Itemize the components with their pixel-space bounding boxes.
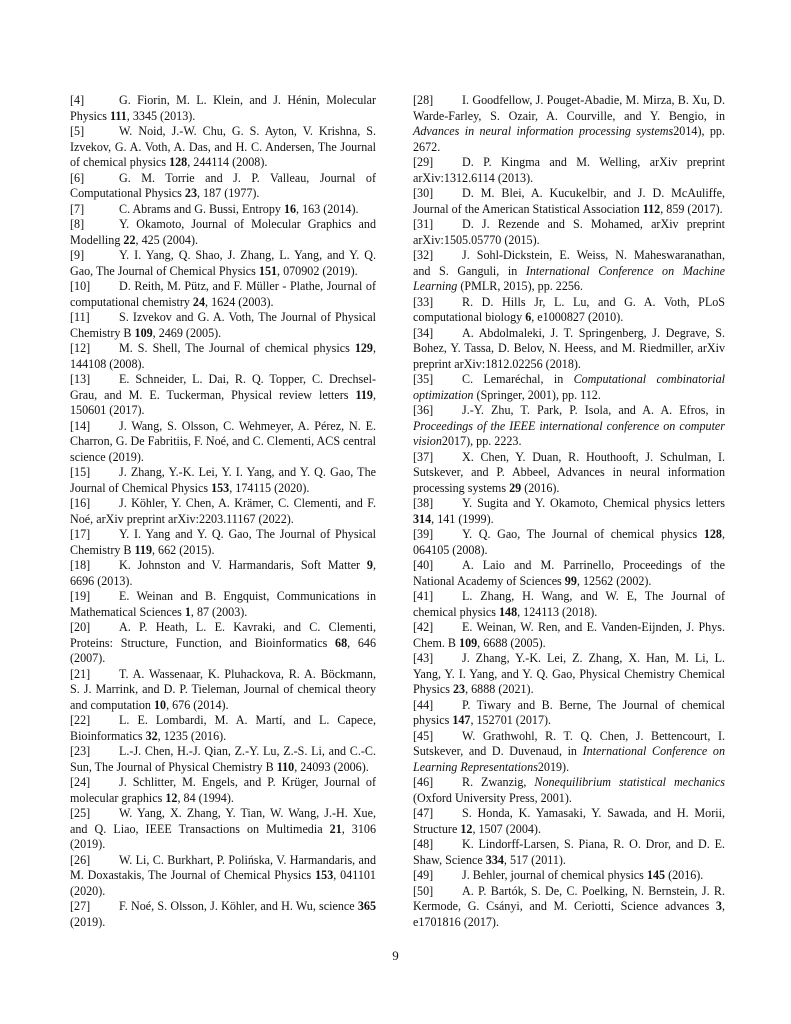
references-column-right <box>413 93 725 930</box>
reference-text: F. Noé, S. Olsson, J. Köhler, and H. Wu, science <box>119 899 358 913</box>
reference-volume: 151 <box>258 263 278 278</box>
reference-volume: 23 <box>184 186 197 200</box>
reference-text: P. Tiwary and B. Berne, The Journal of chemical physics <box>413 697 725 727</box>
reference-volume: 21 <box>329 821 342 836</box>
reference-text: , 1624 (2003). <box>205 294 274 309</box>
reference-text: J. Behler, journal of chemical physics <box>462 868 647 882</box>
reference-entry <box>70 899 376 930</box>
reference-text: J. Sohl-Dickstein, E. Weiss, N. Maheswaranathan, and S. Ganguli, in <box>413 248 725 278</box>
reference-number: [36] <box>413 403 434 417</box>
reference-text: , 87 (2003). <box>190 604 248 619</box>
reference-entry <box>70 527 376 558</box>
reference-entry <box>70 217 376 248</box>
reference-entry <box>70 589 376 620</box>
reference-volume: 68 <box>335 635 348 650</box>
reference-text: , 6888 (2021). <box>465 682 534 696</box>
reference-text: , 425 (2004). <box>135 232 198 247</box>
reference-number: [29] <box>413 155 434 169</box>
reference-title-italic: Advances in neural information processing systems <box>413 124 674 138</box>
reference-entry <box>413 186 725 217</box>
reference-text: 2017), pp. 2223. <box>441 434 522 448</box>
reference-text: Y. Q. Gao, The Journal of chemical physics <box>462 527 704 541</box>
reference-text: , 150601 (2017). <box>70 387 376 417</box>
reference-entry <box>413 217 725 248</box>
reference-text: C. Lemaréchal, in <box>462 372 574 386</box>
reference-number: [23] <box>70 744 91 758</box>
reference-text: , 174115 (2020). <box>229 480 310 495</box>
reference-text: , 187 (1977). <box>196 186 260 200</box>
reference-text: K. Johnston and V. Harmandaris, Soft Matter <box>119 558 367 572</box>
reference-volume: 3 <box>715 899 722 913</box>
reference-number: [12] <box>70 341 91 355</box>
reference-title-italic: Nonequilibrium statistical mechanics <box>534 775 725 789</box>
reference-number: [42] <box>413 620 434 634</box>
reference-number: [37] <box>413 449 434 464</box>
reference-volume: 22 <box>123 232 136 247</box>
reference-number: [14] <box>70 418 91 433</box>
reference-text: W. Yang, X. Zhang, Y. Tian, W. Wang, J.-H. Xue, and Q. Liao, IEEE Transactions on Multimedia <box>70 806 376 836</box>
reference-entry <box>413 93 725 155</box>
reference-number: [49] <box>413 868 434 882</box>
reference-entry <box>413 589 725 620</box>
reference-title-italic: Computational combinatorial optimization <box>413 372 725 402</box>
reference-text: E. Weinan and B. Engquist, Communications in Mathematical Sciences <box>70 589 376 619</box>
reference-text: J. Schlitter, M. Engels, and P. Krüger, Journal of molecular graphics <box>70 775 376 805</box>
reference-entry <box>70 419 376 466</box>
reference-text: S. Honda, K. Yamasaki, Y. Sawada, and H. Morii, Structure <box>413 806 725 836</box>
reference-number: [35] <box>413 372 434 386</box>
reference-title-italic: International Conference on Learning Representations <box>413 744 725 774</box>
reference-text: D. P. Kingma and M. Welling, arXiv preprint arXiv:1312.6114 (2013). <box>413 155 725 185</box>
reference-number: [30] <box>413 186 434 200</box>
reference-volume: 10 <box>153 697 167 712</box>
reference-entry <box>413 450 725 497</box>
reference-text: G. M. Torrie and J. P. Valleau, Journal of Computational Physics <box>70 170 376 200</box>
reference-entry <box>413 698 725 729</box>
reference-number: [19] <box>70 589 91 603</box>
reference-number: [16] <box>70 496 91 510</box>
reference-text: (2016). <box>521 480 560 495</box>
reference-text: E. Schneider, L. Dai, R. Q. Topper, C. Drechsel-Grau, and M. E. Tuckerman, Physical review letters <box>70 372 376 402</box>
reference-text: , 24093 (2006). <box>294 759 369 774</box>
reference-text: J. Zhang, Y.-K. Lei, Y. I. Yang, and Y. Q. Gao, The Journal of Chemical Physics <box>70 465 376 495</box>
reference-text: (2016). <box>665 868 704 882</box>
reference-volume: 145 <box>646 868 666 882</box>
reference-entry <box>413 372 725 403</box>
reference-volume: 110 <box>276 759 295 774</box>
reference-text: A. P. Bartók, S. De, C. Poelking, N. Bernstein, J. R. Kermode, G. Csányi, and M. Ceriotti, Science advances <box>413 883 725 913</box>
reference-text: , 12562 (2002). <box>576 573 652 588</box>
reference-volume: 24 <box>192 294 206 309</box>
reference-entry <box>70 496 376 527</box>
reference-text: , 070902 (2019). <box>277 263 358 278</box>
reference-number: [50] <box>413 883 434 898</box>
reference-text: C. Abrams and G. Bussi, Entropy <box>119 201 284 216</box>
reference-number: [34] <box>413 325 434 340</box>
reference-volume: 148 <box>498 604 518 619</box>
reference-text: , 124113 (2018). <box>517 604 598 619</box>
reference-entry <box>413 775 725 806</box>
reference-entry <box>70 620 376 667</box>
reference-number: [43] <box>413 651 434 665</box>
reference-volume: 365 <box>357 899 376 913</box>
reference-volume: 334 <box>485 852 504 867</box>
reference-entry <box>70 667 376 714</box>
reference-entry <box>70 124 376 171</box>
reference-text: , 517 (2011). <box>503 852 566 867</box>
reference-number: [17] <box>70 527 91 541</box>
reference-entry <box>70 279 376 310</box>
reference-number: [11] <box>70 310 90 324</box>
reference-text: , 141 (1999). <box>431 511 494 526</box>
reference-entry <box>413 806 725 837</box>
reference-number: [25] <box>70 806 91 820</box>
reference-text: X. Chen, Y. Duan, R. Houthooft, J. Schulman, I. Sutskever, and P. Abbeel, Advances in neural information processing systems <box>413 449 725 495</box>
reference-volume: 112 <box>642 201 661 216</box>
reference-number: [40] <box>413 558 434 572</box>
reference-entry <box>70 465 376 496</box>
reference-entry <box>70 93 376 124</box>
reference-entry <box>413 496 725 527</box>
reference-text: , 2469 (2005). <box>152 325 222 340</box>
reference-text: , 676 (2014). <box>166 697 229 712</box>
reference-text: , 662 (2015). <box>152 542 215 557</box>
reference-text: Fiorin, M. L. Klein, and J. Hénin, Molecular Physics <box>70 93 377 123</box>
reference-number: [38] <box>413 496 434 510</box>
reference-entry <box>70 372 376 419</box>
reference-text: (Springer, 2001), pp. 112. <box>473 387 601 402</box>
reference-text: , e1000827 (2010). <box>531 310 624 324</box>
reference-number: [22] <box>70 713 91 727</box>
reference-text: J. Köhler, Y. Chen, A. Krämer, C. Clementi, and F. Noé, arXiv preprint arXiv:2203.11167 (2022). <box>70 496 376 526</box>
reference-number: [33] <box>413 294 434 309</box>
reference-number: [20] <box>70 620 91 634</box>
reference-entry <box>70 341 376 372</box>
reference-number: [47] <box>413 806 434 820</box>
reference-text: , 144108 (2008). <box>70 341 376 371</box>
reference-text: (PMLR, 2015), pp. 2256. <box>457 279 584 293</box>
reference-text: A. Abdolmaleki, J. T. Springenberg, J. Degrave, S. Bohez, Y. Tassa, D. Belov, N. Heess, and M. Riedmiller, arXiv preprint arXiv:1812.02256 (2018). <box>413 325 725 371</box>
reference-volume: 314 <box>413 511 432 526</box>
references-column-left <box>70 93 376 930</box>
reference-number: [15] <box>70 465 91 479</box>
reference-entry <box>413 326 725 373</box>
reference-text: Y. Sugita and Y. Okamoto, Chemical physics letters <box>462 496 725 510</box>
reference-number: [27] <box>70 899 91 913</box>
reference-title-italic: Proceedings of the IEEE international conference on computer vision <box>413 418 725 448</box>
reference-entry <box>70 853 376 900</box>
reference-number: [26] <box>70 852 91 867</box>
reference-number: [10] <box>70 279 91 293</box>
reference-volume: 153 <box>211 480 230 495</box>
reference-text: , 152701 (2017). <box>470 713 552 727</box>
reference-number: [45] <box>413 728 434 743</box>
reference-text: W. Noid, J.-W. Chu, G. S. Ayton, V. Krishna, S. Izvekov, G. A. Voth, A. Das, and H. C. Andersen, The Journal of chemical physics <box>70 124 376 169</box>
reference-entry <box>70 806 376 853</box>
reference-entry <box>413 868 725 884</box>
reference-volume: 6 <box>525 310 532 324</box>
reference-text: , 244114 (2008). <box>187 155 268 169</box>
reference-number: [13] <box>70 372 91 386</box>
reference-volume: 147 <box>452 713 471 727</box>
reference-number: [32] <box>413 248 434 262</box>
reference-volume: 109 <box>459 635 478 650</box>
reference-text: 2014), pp. 2672. <box>413 124 725 154</box>
reference-volume: 119 <box>355 387 373 402</box>
reference-text: A. Laio and M. Parrinello, Proceedings of the National Academy of Sciences <box>413 558 725 588</box>
reference-text: L.-J. Chen, H.-J. Qian, Z.-Y. Lu, Z.-S. Li, and C.-C. Sun, The Journal of Physical Chemistry B <box>70 744 376 774</box>
reference-volume: 12 <box>165 790 178 805</box>
reference-volume: 16 <box>283 201 297 216</box>
reference-text: (2019). <box>70 914 106 929</box>
reference-text: M. S. Shell, The Journal of chemical physics <box>119 341 355 355</box>
reference-entry <box>413 295 725 326</box>
reference-volume: 1 <box>184 604 191 619</box>
reference-text: , 859 (2017). <box>660 201 723 216</box>
reference-entry <box>413 729 725 776</box>
reference-text: L. Zhang, H. Wang, and W. E, The Journal of chemical physics <box>413 589 725 619</box>
reference-number: [5] <box>70 124 85 138</box>
reference-text: D. Reith, M. Pütz, and F. Müller - Plathe, Journal of computational chemistry <box>70 279 376 309</box>
reference-text: J. Wang, S. Olsson, C. Wehmeyer, A. Pérez, N. E. Charron, G. De Fabritiis, F. Noé, and C. Clementi, ACS central science (2019). <box>70 418 376 464</box>
reference-number: [28] <box>413 93 434 107</box>
reference-number: [4] <box>70 93 85 107</box>
reference-entry <box>70 248 376 279</box>
reference-text: S. Izvekov and G. A. Voth, The Journal of Physical Chemistry B <box>70 310 376 340</box>
reference-text: R. Zwanzig, <box>462 775 535 789</box>
reference-entry <box>70 310 376 341</box>
reference-text: K. Lindorff-Larsen, S. Piana, R. O. Dror, and D. E. Shaw, Science <box>413 837 725 867</box>
reference-text: , 6688 (2005). <box>477 635 546 650</box>
reference-text: , 041101 (2020). <box>70 868 376 898</box>
reference-number: [7] <box>70 201 85 216</box>
reference-volume: 109 <box>134 325 153 340</box>
reference-text: , 3106 (2019). <box>70 821 376 851</box>
reference-number: [9] <box>70 248 85 262</box>
reference-volume: 23 <box>452 682 466 696</box>
reference-text: Y. Okamoto, Journal of Molecular Graphics and Modelling <box>70 217 376 247</box>
reference-entry <box>413 155 725 186</box>
reference-volume: 153 <box>315 868 334 882</box>
reference-text: (Oxford University Press, 2001). <box>413 790 572 805</box>
reference-text: , 1235 (2016). <box>157 728 227 743</box>
reference-text: W. Grathwohl, R. T. Q. Chen, J. Bettencourt, I. Sutskever, and D. Duvenaud, in <box>413 728 725 758</box>
reference-number: [21] <box>70 666 91 681</box>
reference-entry <box>413 527 725 558</box>
reference-text: , e1701816 (2017). <box>413 899 725 929</box>
reference-number: [18] <box>70 558 91 572</box>
reference-text: I. Goodfellow, J. Pouget-Abadie, M. Mirza, B. Xu, D. Warde-Farley, S. Ozair, A. Courville, and Y. Bengio, in <box>413 93 725 123</box>
reference-entry <box>413 837 725 868</box>
reference-text: J.-Y. Zhu, T. Park, P. Isola, and A. A. Efros, in <box>462 403 725 417</box>
reference-volume: 111 <box>109 108 127 123</box>
reference-text: T. A. Wassenaar, K. Pluhackova, R. A. Böckmann, S. J. Marrink, and D. P. Tieleman, Journal of chemical theory and computation <box>70 666 376 712</box>
reference-text: Y. I. Yang and Y. Q. Gao, The Journal of Physical Chemistry B <box>70 527 376 557</box>
reference-text: W. Li, C. Burkhart, P. Polińska, V. Harmandaris, and M. Doxastakis, The Journal of Chemical Physics <box>70 852 376 882</box>
reference-number: [31] <box>413 217 434 231</box>
reference-volume: 29 <box>509 480 522 495</box>
reference-title-italic: International Conference on Machine Learning <box>413 263 726 293</box>
reference-volume: 9 <box>366 558 373 572</box>
reference-text: G. <box>119 93 138 107</box>
reference-text: , 6696 (2013). <box>70 558 376 588</box>
reference-volume: 128 <box>169 155 188 169</box>
reference-entry <box>70 558 376 589</box>
reference-text: , 1507 (2004). <box>472 821 541 836</box>
reference-text: , 646 (2007). <box>70 635 376 665</box>
reference-entry <box>70 713 376 744</box>
reference-entry <box>70 202 376 218</box>
reference-number: [41] <box>413 589 434 603</box>
reference-text: D. J. Rezende and S. Mohamed, arXiv preprint arXiv:1505.05770 (2015). <box>413 217 725 247</box>
reference-text: A. P. Heath, L. E. Kavraki, and C. Clementi, Proteins: Structure, Function, and Bioinformatics <box>70 620 376 650</box>
reference-text: E. Weinan, W. Ren, and E. Vanden-Eijnden, J. Phys. Chem. B <box>413 620 725 650</box>
reference-entry <box>70 775 376 806</box>
reference-volume: 12 <box>460 821 473 836</box>
reference-text: , 163 (2014). <box>296 201 359 216</box>
reference-number: [46] <box>413 775 434 789</box>
reference-text: L. E. Lombardi, M. A. Martí, and L. Capece, Bioinformatics <box>70 713 376 743</box>
reference-number: [8] <box>70 217 85 231</box>
page-number: 9 <box>392 948 399 963</box>
reference-text: J. Zhang, Y.-K. Lei, Z. Zhang, X. Han, M. Li, L. Yang, Y. I. Yang, and Y. Q. Gao, Physical Chemistry Chemical Physics <box>413 651 725 696</box>
reference-number: [6] <box>70 170 85 185</box>
reference-text: , 3345 (2013). <box>126 108 196 123</box>
reference-number: [44] <box>413 697 434 712</box>
reference-entry <box>413 558 725 589</box>
reference-volume: 119 <box>134 542 152 557</box>
reference-entry <box>413 620 725 651</box>
reference-volume: 32 <box>145 728 158 743</box>
reference-volume: 99 <box>564 573 577 588</box>
reference-entry <box>413 403 725 450</box>
reference-text: , 84 (1994). <box>177 790 234 805</box>
reference-volume: 129 <box>354 341 373 355</box>
reference-text: Y. I. Yang, Q. Shao, J. Zhang, L. Yang, and Y. Q. Gao, The Journal of Chemical Physics <box>70 248 376 278</box>
reference-entry <box>70 744 376 775</box>
reference-entry <box>413 248 725 295</box>
reference-entry <box>70 171 376 202</box>
reference-number: [48] <box>413 837 434 851</box>
reference-text: , 064105 (2008). <box>413 527 725 557</box>
reference-text: R. D. Hills Jr, L. Lu, and G. A. Voth, PLoS computational biology <box>413 294 725 324</box>
reference-number: [39] <box>413 527 434 541</box>
reference-text: 2019). <box>537 759 570 774</box>
reference-entry <box>413 884 725 931</box>
reference-text: D. M. Blei, A. Kucukelbir, and J. D. McAuliffe, Journal of the American Statistical Association <box>413 186 725 216</box>
reference-volume: 128 <box>703 527 722 541</box>
reference-number: [24] <box>70 775 91 789</box>
reference-entry <box>413 651 725 698</box>
